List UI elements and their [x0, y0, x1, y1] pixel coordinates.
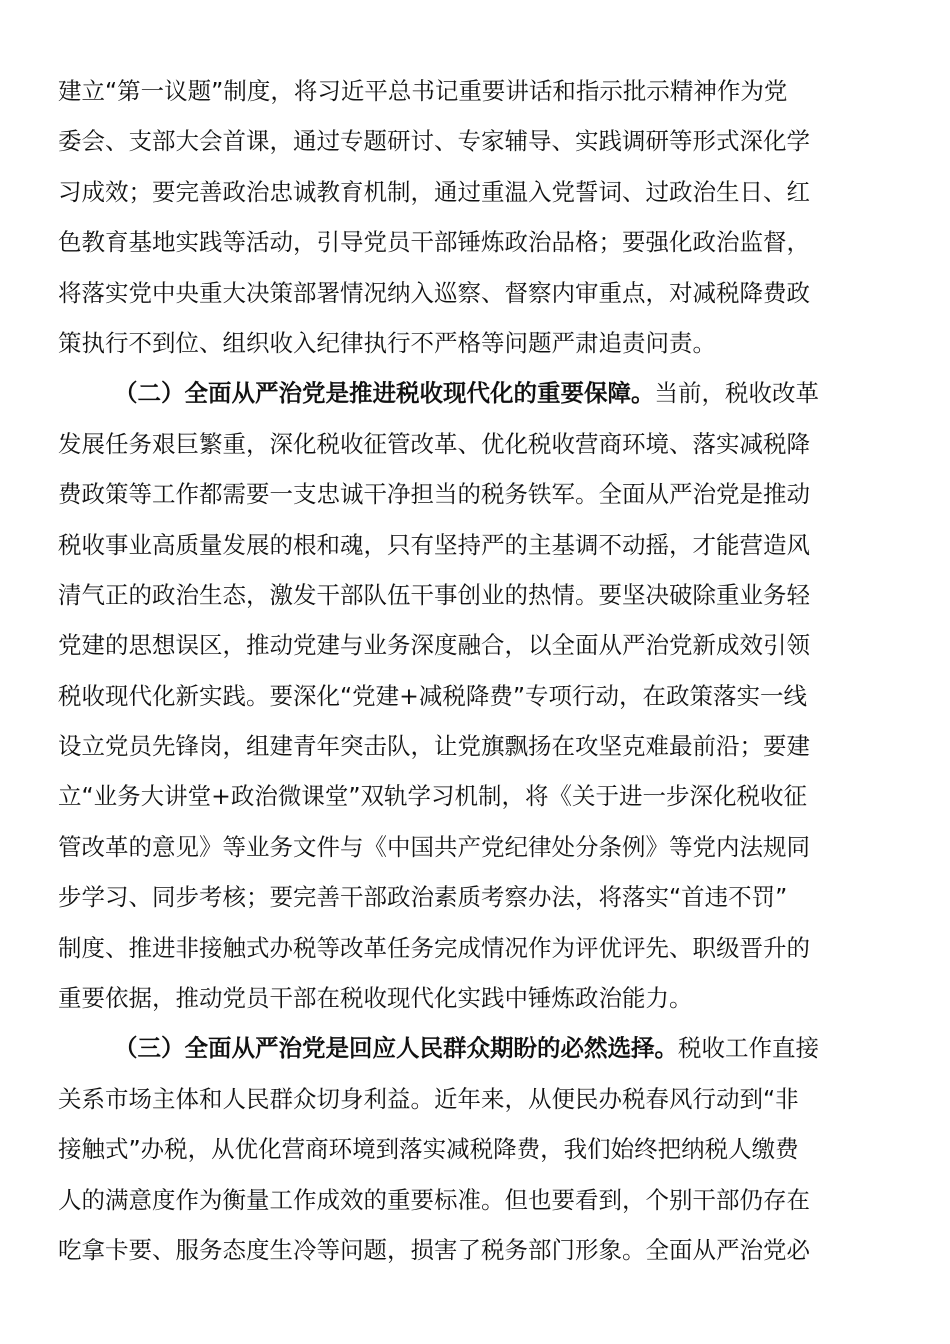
text-line: 色教育基地实践等活动，引导党员干部锤炼政治品格；要强化政治监督，: [58, 228, 810, 257]
text-line: 步学习、同步考核；要完善干部政治素质考察办法，将落实“首违不罚”: [58, 883, 788, 912]
text-line: 税收事业高质量发展的根和魂，只有坚持严的主基调不动摇，才能营造风: [58, 530, 810, 559]
paragraph-2: [58, 368, 894, 1023]
first-line-text: 当前，税收改革: [654, 379, 819, 408]
first-line-text: 税收工作直接: [678, 1034, 819, 1063]
text-line: 习成效；要完善政治忠诚教育机制，通过重温入党誓词、过政治生日、红: [58, 177, 810, 206]
text-line: 立“业务大讲堂+政治微课堂”双轨学习机制，将《关于进一步深化税收征: [58, 782, 808, 811]
text-line: 接触式”办税，从优化营商环境到落实减税降费，我们始终把纳税人缴费: [58, 1135, 799, 1164]
paragraph-first-line: [58, 368, 894, 418]
text-line: 将落实党中央重大决策部署情况纳入巡察、督察内审重点，对减税降费政: [58, 278, 810, 307]
text-line: 发展任务艰巨繁重，深化税收征管改革、优化税收营商环境、落实减税降: [58, 429, 810, 458]
text-line: 关系市场主体和人民群众切身利益。近年来，从便民办税春风行动到“非: [58, 1084, 799, 1113]
text-line: 税收现代化新实践。要深化“党建+减税降费”专项行动，在政策落实一线: [58, 681, 808, 710]
text-line: 人的满意度作为衡量工作成效的重要标准。但也要看到，个别干部仍存在: [58, 1185, 810, 1214]
paragraph-3: [58, 1023, 894, 1275]
text-line: 策执行不到位、组织收入纪律执行不严格等问题严肃追责问责。: [58, 328, 716, 357]
text-line: 管改革的意见》等业务文件与《中国共产党纪律处分条例》等党内法规同: [58, 832, 810, 861]
paragraph-1: [58, 66, 894, 368]
document-body: [58, 66, 894, 1275]
text-line: 党建的思想误区，推动党建与业务深度融合，以全面从严治党新成效引领: [58, 631, 810, 660]
text-line: 吃拿卡要、服务态度生冷等问题，损害了税务部门形象。全面从严治党必: [58, 1235, 810, 1264]
section-heading: （三）全面从严治党是回应人民群众期盼的必然选择。: [114, 1034, 678, 1063]
text-line: 清气正的政治生态，激发干部队伍干事创业的热情。要坚决破除重业务轻: [58, 580, 810, 609]
paragraph-first-line: [58, 1023, 894, 1073]
section-heading: （二）全面从严治党是推进税收现代化的重要保障。: [114, 379, 655, 408]
text-line: 委会、支部大会首课，通过专题研讨、专家辅导、实践调研等形式深化学: [58, 127, 810, 156]
text-line: 制度、推进非接触式办税等改革任务完成情况作为评优评先、职级晋升的: [58, 933, 810, 962]
text-line: 费政策等工作都需要一支忠诚干净担当的税务铁军。全面从严治党是推动: [58, 480, 810, 509]
text-line: 重要依据，推动党员干部在税收现代化实践中锤炼政治能力。: [58, 984, 693, 1013]
text-line: 建立“第一议题”制度，将习近平总书记重要讲话和指示批示精神作为党: [58, 77, 788, 105]
text-line: 设立党员先锋岗，组建青年突击队，让党旗飘扬在攻坚克难最前沿；要建: [58, 732, 810, 761]
